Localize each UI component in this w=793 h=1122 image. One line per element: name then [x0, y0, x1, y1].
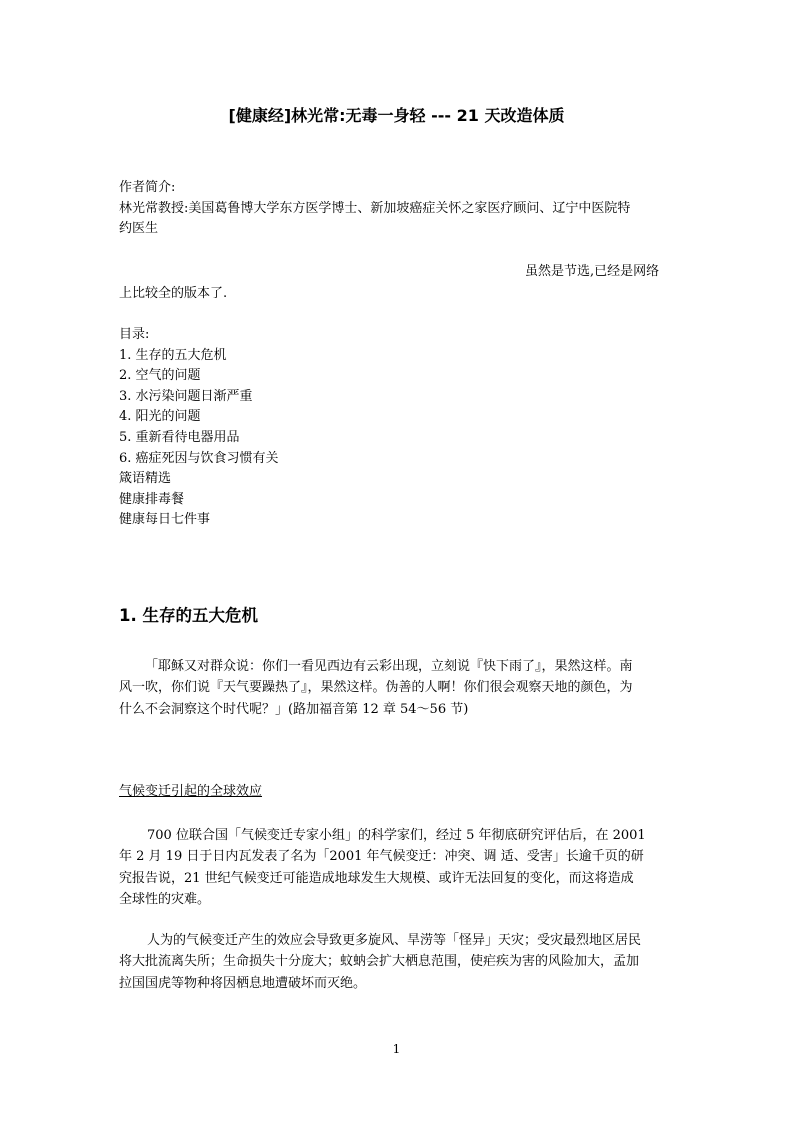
paragraph-2: [119, 930, 674, 994]
subheading: 气候变迁引起的全球效应: [119, 784, 263, 799]
paragraph-line: 人为的气候变迁产生的效应会导致更多旋风、旱涝等「怪异」天灾；受灾最烈地区居民: [147, 933, 642, 948]
note-right: 虽然是节选,已经是网络: [525, 264, 660, 279]
quote-line: 什么不会洞察这个时代呢？」(路加福音第 12 章 54～56 节): [119, 701, 469, 717]
author-intro: [119, 178, 630, 240]
paragraph-line: 拉国国虎等物种将因栖息地遭破坏而灭绝。: [119, 975, 367, 991]
toc-item: 2. 空气的问题: [119, 368, 201, 384]
paragraph-line: 年 2 月 19 日于日内瓦发表了名为「2001 年气候变迁：冲突、调 适、受害」长逾千页的研: [119, 849, 644, 865]
author-line-1: 林光常教授:美国葛鲁博大学东方医学博士、新加坡癌症关怀之家医疗顾问、辽宁中医院特: [119, 200, 631, 216]
paragraph-line: 究报告说，21 世纪气候变迁可能造成地球发生大规模、或许无法回复的变化，而这将造成: [119, 870, 634, 886]
toc-label: 目录:: [119, 327, 150, 342]
note-left: 上比较全的版本了.: [119, 286, 228, 301]
page-number: 1: [392, 1042, 401, 1056]
toc-item: 1. 生存的五大危机: [119, 347, 227, 363]
toc-item: 健康排毒餐: [119, 491, 185, 507]
quote-paragraph: [119, 656, 674, 720]
quote-line: 风一吹，你们说『天气要躁热了』，果然这样。伪善的人啊！你们很会观察天地的颜色，为: [119, 680, 633, 696]
page-title: [健康经]林光常:无毒一身轻 --- 21 天改造体质: [228, 106, 565, 125]
author-label: 作者简介:: [119, 180, 176, 195]
paragraph-line: 全球性的灾难。: [119, 891, 211, 907]
toc-item: 5. 重新看待电器用品: [119, 429, 240, 445]
toc-item: 3. 水污染问题日渐严重: [119, 388, 253, 404]
paragraph-line: 将大批流离失所；生命损失十分庞大；蚊蚋会扩大栖息范围，使疟疾为害的风险加大，孟加: [119, 954, 640, 970]
toc-item: 6. 癌症死因与饮食习惯有关: [119, 450, 279, 466]
toc-item: 箴语精选: [119, 471, 172, 487]
table-of-contents: [119, 325, 279, 531]
author-line-2: 约医生: [119, 221, 159, 237]
toc-item: 4. 阳光的问题: [119, 409, 201, 425]
quote-line: 「耶稣又对群众说：你们一看见西边有云彩出现，立刻说『快下雨了』，果然这样。南: [145, 659, 633, 674]
paragraph-1: [119, 825, 674, 910]
toc-item: 健康每日七件事: [119, 512, 211, 528]
paragraph-line: 700 位联合国「气候变迁专家小组」的科学家们，经过 5 年彻底研究评估后，在 2001: [147, 828, 646, 843]
section-heading: 1. 生存的五大危机: [119, 606, 258, 625]
